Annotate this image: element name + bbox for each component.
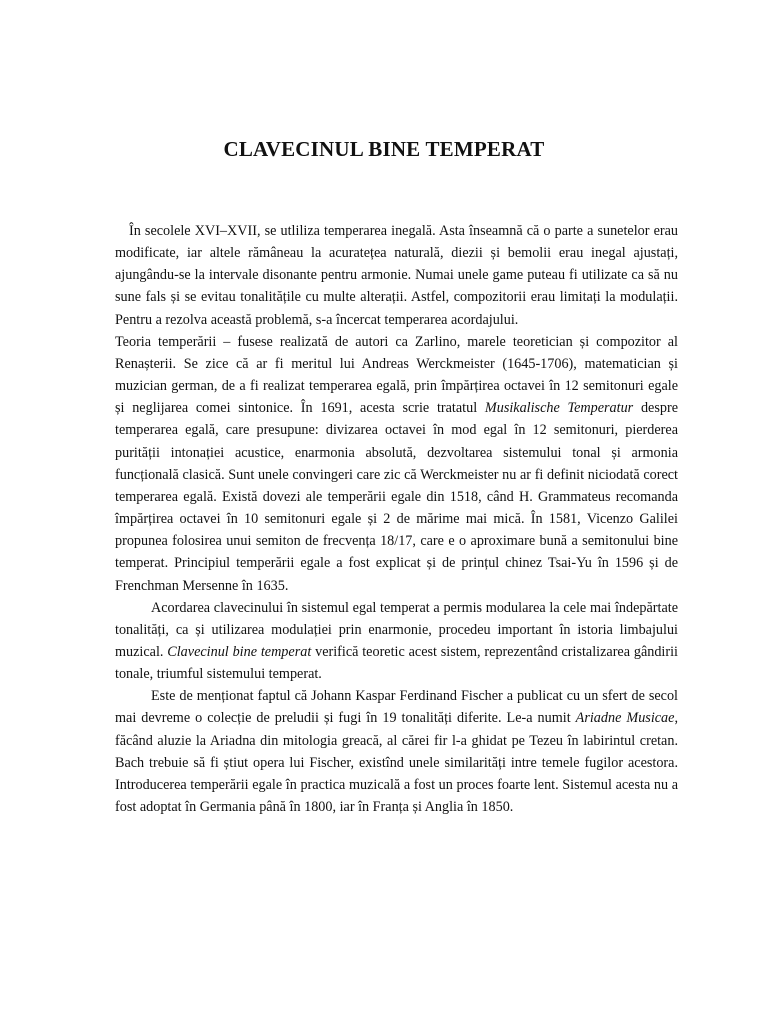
paragraph-1-text: În secolele XVI–XVII, se utliliza temperarea inegală. Asta înseamnă că o parte a sunetelor erau modificate, iar altele rămâneau la acuratețea naturală, diezii și bemolii erau inegal ajustați, ajungându-se la intervale disonante pentru armonie. Numai unele game puteau fi utilizate ca să nu sune fals și se evitau tonalitățile cu multe alterații. Astfel, compozitorii erau limitați la modulații. Pentru a rezolva această problemă, s-a încercat temperarea acordajului.: [115, 223, 678, 328]
paragraph-4-text-before: Este de menționat faptul că Johann Kaspar Ferdinand Fischer a publicat cu un sfert de secol mai devreme o colecție de preludii și fugi în 19 tonalități diferite. Le-a numit: [115, 688, 678, 727]
paragraph-2: [115, 331, 678, 597]
paragraph-4-italic-title: Ariadne Musicae: [575, 710, 675, 727]
paragraph-2-text-after: despre temperarea egală, care presupune: divizarea octavei în mod egal în 12 semitonuri, pierderea purității intonației acustice, enarmonia absolută, dezvoltarea sistemului tonal și armonia funcțională clasică. Sunt unele convingeri care zic că Werckmeister nu ar fi definit niciodată corect temperarea egală. Există dovezi ale temperării egale din 1518, când H. Grammateus recomanda împărțirea octavei în 10 semitonuri egale și 2 de mărime mai mică. În 1581, Vicenzo Galilei propunea folosirea unui semiton de frecvența 18/17, care e o aproximare bună a semitonului bine temperat. Principiul temperării egale a fost explicat și de prințul chinez Tsai-Yu în 1596 și de Frenchman Mersenne în 1635.: [115, 400, 678, 594]
paragraph-3: [115, 597, 678, 686]
document-body: [115, 220, 678, 818]
paragraph-3-text-before: Acordarea clavecinului în sistemul egal temperat a permis modularea la cele mai îndepărtate tonalități, ca și utilizarea modulației prin enarmonie, procedeu important în istoria limbajului muzical.: [115, 599, 678, 660]
paragraph-4: [115, 685, 678, 818]
paragraph-2-text-before: Teoria temperării – fusese realizată de autori ca Zarlino, marele teoretician și compozitor al Renașterii. Se zice că ar fi meritul lui Andreas Werckmeister (1645-1706), matematician și muzician german, de a fi realizat temperarea egală, prin împărțirea octavei în 12 semitonuri egale și neglijarea comei sintonice. În 1691, acesta scrie tratatul: [115, 333, 678, 417]
document-title: CLAVECINUL BINE TEMPERAT: [223, 137, 545, 161]
paragraph-4-text-after: , făcând aluzie la Ariadna din mitologia greacă, al cărei fir l-a ghidat pe Tezeu în labirintul cretan. Bach trebuie să fi știut opera lui Fischer, existînd unele similarități intre temele fugilor acestora. Introducerea temperării egale în practica muzicală a fost un proces foarte lent. Sistemul acesta nu a fost adoptat în Germania până în 1800, iar în Franța și Anglia în 1850.: [115, 710, 678, 816]
paragraph-3-text-after: verifică teoretic acest sistem, reprezentând cristalizarea gândirii tonale, triumful sistemului temperat.: [115, 643, 678, 683]
paragraph-1: [115, 220, 678, 331]
paragraph-3-italic-title: Clavecinul bine temperat: [167, 643, 312, 660]
paragraph-2-italic-title: Musikalische Temperatur: [484, 400, 634, 417]
